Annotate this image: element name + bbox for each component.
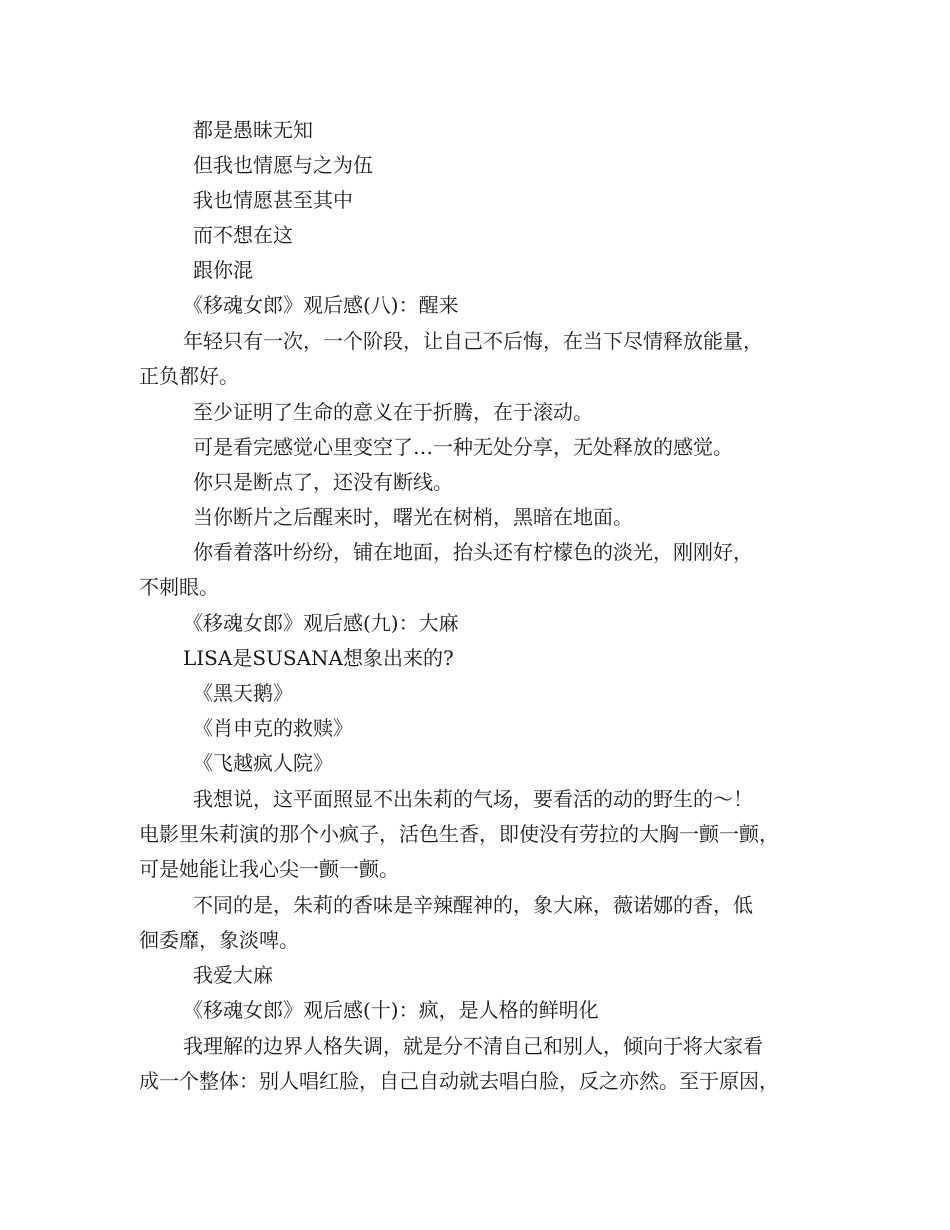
text-line: 跟你混	[193, 258, 253, 282]
section-heading: 《移魂女郎》观后感(九)：大麻	[183, 611, 459, 635]
text-line: 你看着落叶纷纷，铺在地面，抬头还有柠檬色的淡光，刚刚好，	[193, 540, 753, 564]
text-line: 可是看完感觉心里变空了…一种无处分享，无处释放的感觉。	[193, 435, 733, 459]
text-line: 年轻只有一次，一个阶段，让自己不后悔，在当下尽情释放能量，	[183, 329, 763, 353]
text-line: 《肖申克的救赎》	[193, 716, 353, 740]
text-line: 当你断片之后醒来时，曙光在树梢，黑暗在地面。	[193, 505, 633, 529]
text-line: 成一个整体：别人唱红脸，自己自动就去唱白脸，反之亦然。至于原因，	[139, 1069, 779, 1093]
text-line: 你只是断点了，还没有断线。	[193, 470, 453, 494]
section-heading: 《移魂女郎》观后感(十)：疯，是人格的鲜明化	[183, 998, 599, 1022]
text-line: 但我也情愿与之为伍	[193, 153, 373, 177]
text-line: 我爱大麻	[193, 963, 273, 987]
text-line: 而不想在这	[193, 223, 293, 247]
text-line: 我也情愿甚至其中	[193, 188, 353, 212]
text-line: 正负都好。	[139, 364, 239, 388]
section-heading: 《移魂女郎》观后感(八)：醒来	[183, 293, 459, 317]
text-line: 我想说，这平面照显不出朱莉的气场，要看活的动的野生的～！	[193, 787, 753, 811]
text-line: 《飞越疯人院》	[193, 751, 333, 775]
text-line: 《黑天鹅》	[193, 681, 293, 705]
text-line: 可是她能让我心尖一颤一颤。	[139, 857, 399, 881]
text-line: 我理解的边界人格失调，就是分不清自己和别人，倾向于将大家看	[183, 1034, 763, 1058]
text-line: 不刺眼。	[139, 575, 219, 599]
text-line: 徊委靡，象淡啤。	[139, 928, 299, 952]
text-line: 至少证明了生命的意义在于折腾，在于滚动。	[193, 400, 593, 424]
text-line: 都是愚昧无知	[193, 118, 313, 142]
text-line: LISA是SUSANA想象出来的?	[183, 646, 454, 670]
text-line: 不同的是，朱莉的香味是辛辣醒神的，象大麻，薇诺娜的香，低	[193, 893, 753, 917]
text-line: 电影里朱莉演的那个小疯子，活色生香，即使没有劳拉的大胸一颤一颤，	[139, 822, 779, 846]
